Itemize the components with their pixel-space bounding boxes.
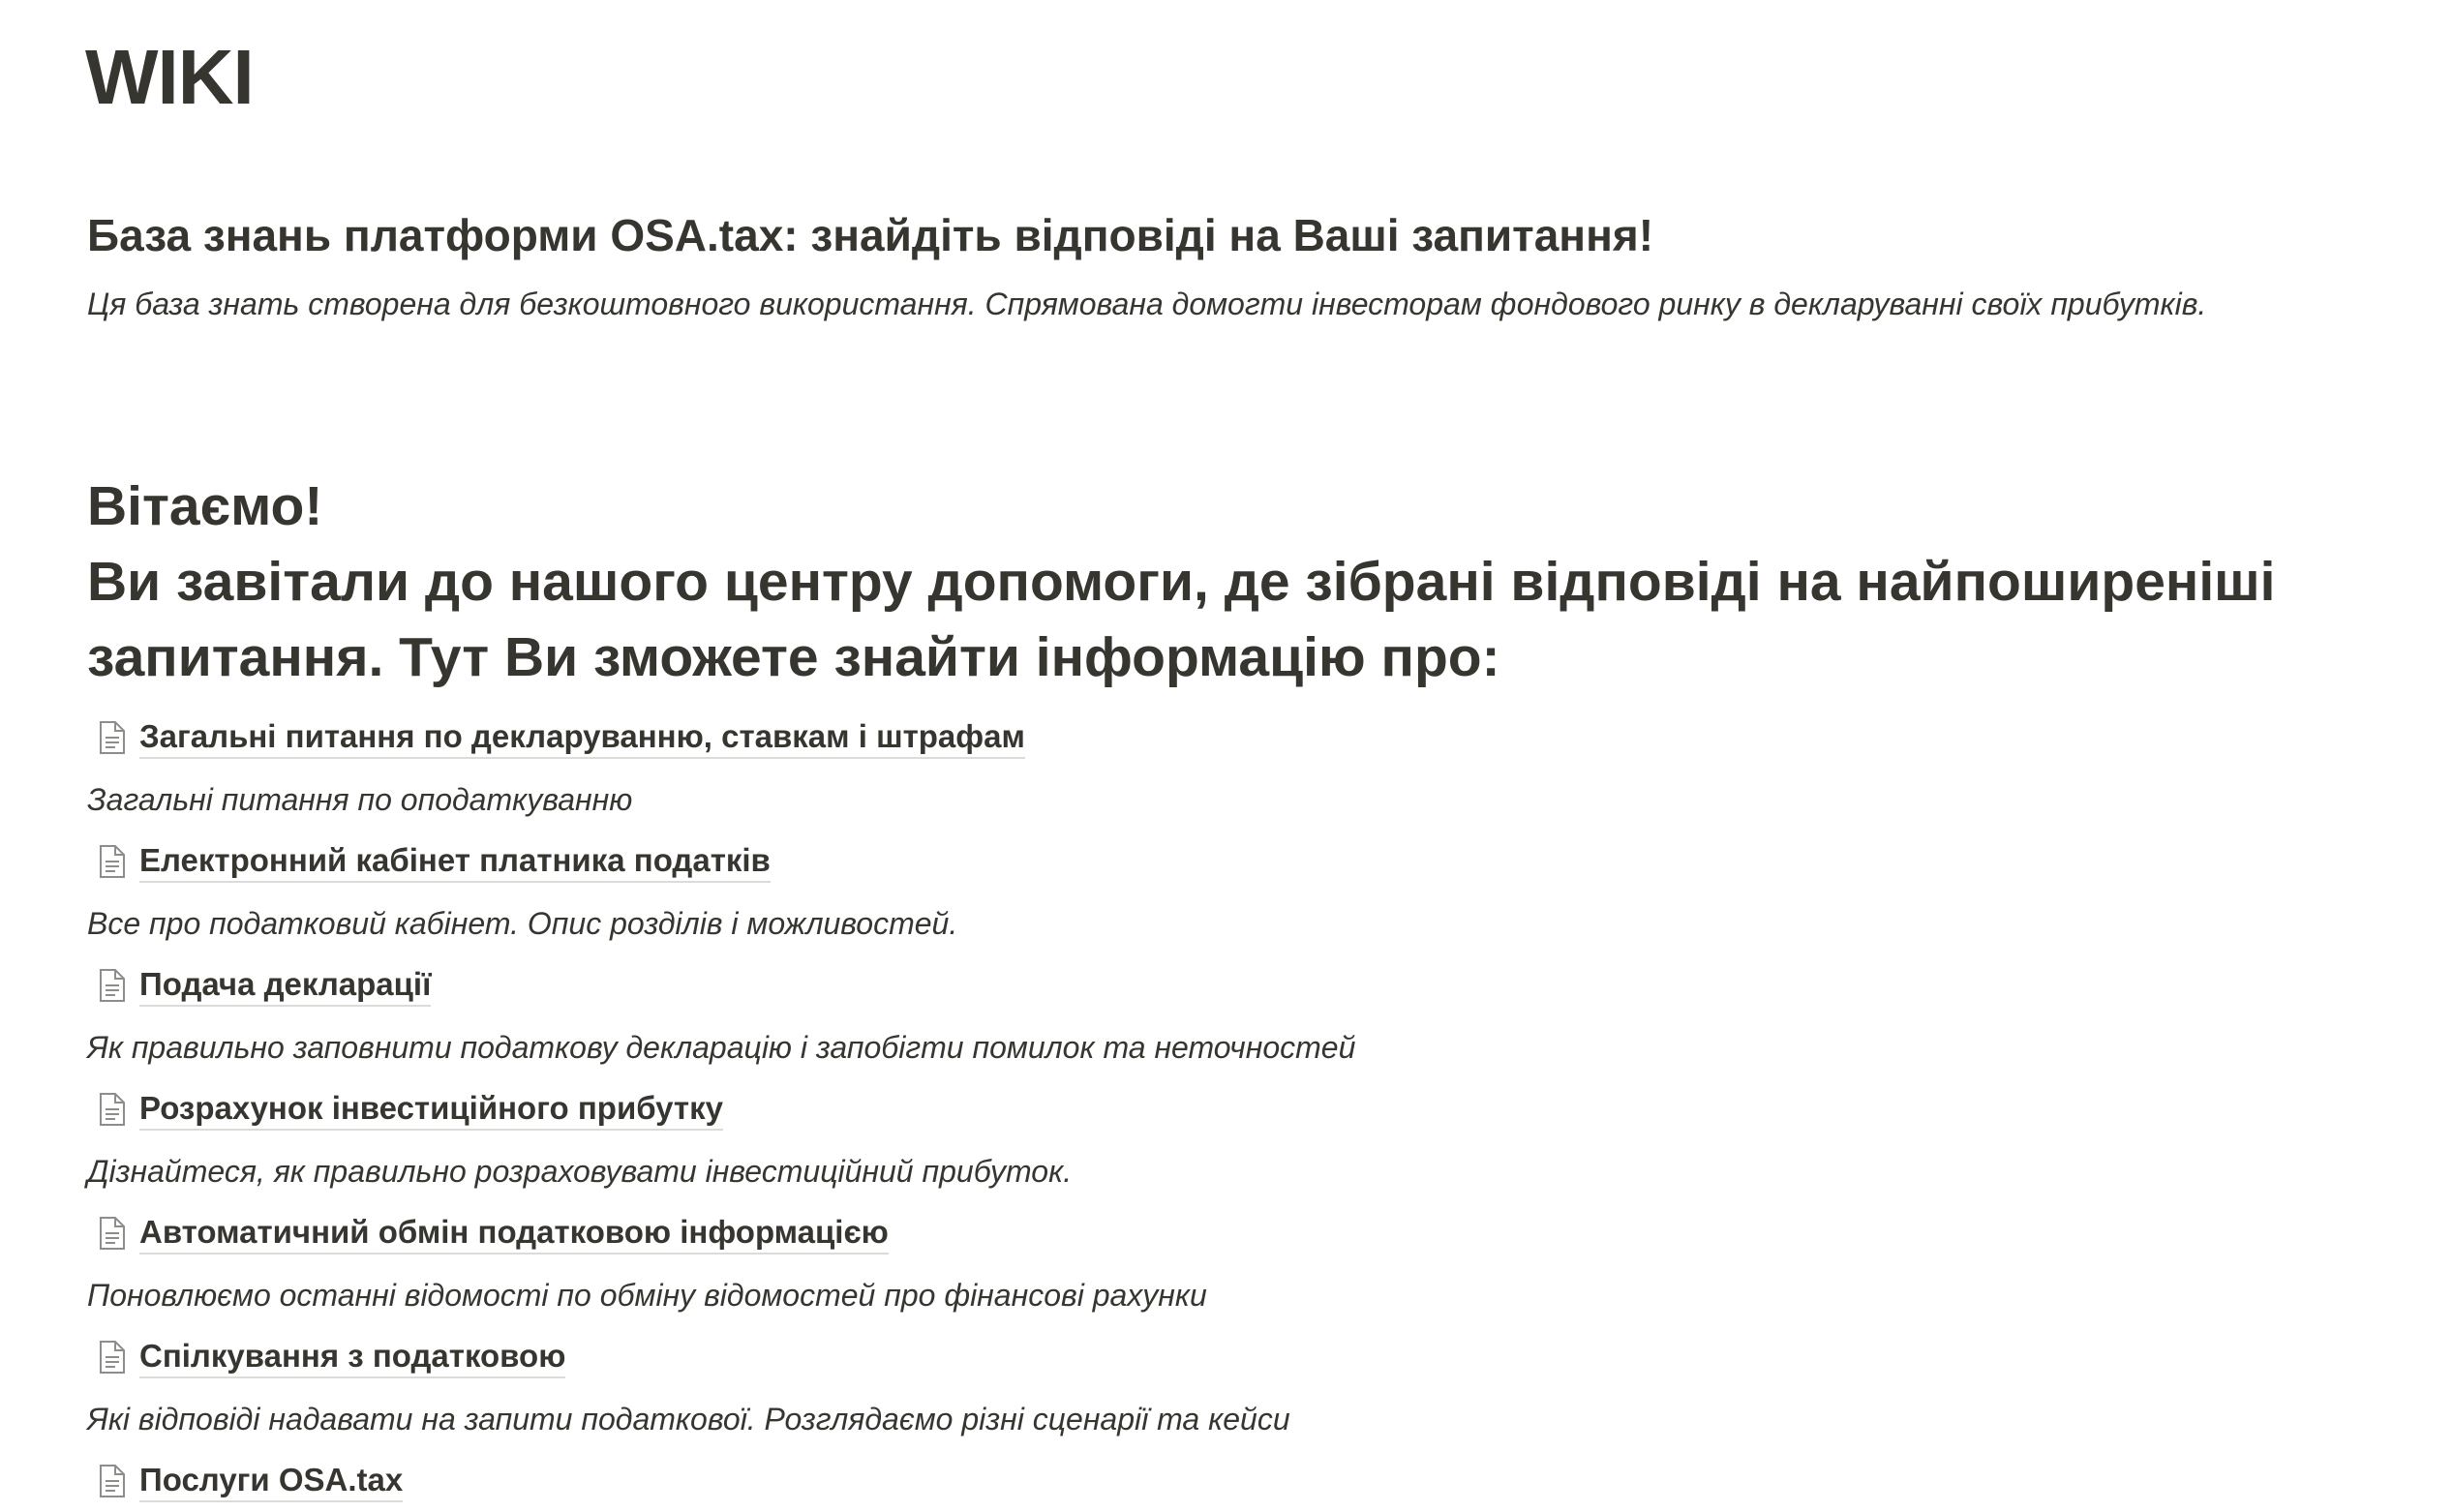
page-link-description: Як правильно заповнити податкову декларацію і запобігти помилок та неточностей (87, 1030, 1356, 1065)
page-document-icon (85, 831, 139, 892)
page-document-icon (85, 1326, 139, 1388)
list-item (85, 1450, 2370, 1512)
welcome-heading (87, 469, 2372, 695)
page-link-label: Спілкування з податковою (139, 1337, 565, 1378)
page-link-e-cabinet[interactable] (85, 831, 771, 892)
page-document-icon (85, 1450, 139, 1512)
welcome-line-2: Ви завітали до нашого центру допомоги, де зібрані відповіді на найпоширеніші (87, 551, 2276, 613)
page-link-declaration-submission[interactable] (85, 954, 431, 1016)
page-link-automatic-exchange[interactable] (85, 1202, 889, 1264)
page-link-investment-profit[interactable] (85, 1078, 723, 1140)
knowledge-base-heading: База знань платформи OSA.tax: знайдіть відповіді на Ваші запитання! (87, 210, 1654, 260)
page-document-icon (85, 1202, 139, 1264)
page-document-icon (85, 707, 139, 769)
list-item (85, 1078, 2370, 1202)
page-link-description: Загальні питання по оподаткуванню (87, 782, 633, 817)
page-link-label: Електронний кабінет платника податків (139, 841, 771, 883)
list-item (85, 1326, 2370, 1450)
page-link-description: Дізнайтеся, як правильно розраховувати інвестиційний прибуток. (87, 1154, 1073, 1189)
page-link-label: Розрахунок інвестиційного прибутку (139, 1089, 723, 1131)
list-item (85, 707, 2370, 831)
page-document-icon (85, 1078, 139, 1140)
page-link-description: Які відповіді надавати на запити податкової. Розглядаємо різні сценарії та кейси (87, 1402, 1290, 1436)
welcome-line-1: Вітаємо! (87, 475, 323, 537)
page-link-tax-communication[interactable] (85, 1326, 565, 1388)
page-link-description: Все про податковий кабінет. Опис розділів і можливостей. (87, 906, 958, 941)
list-item (85, 954, 2370, 1078)
page-link-label: Послуги OSA.tax (139, 1461, 403, 1502)
welcome-line-3: запитання. Тут Ви зможете знайти інформацію про: (87, 626, 1500, 688)
list-item (85, 1202, 2370, 1326)
page-link-declaration-general[interactable] (85, 707, 1025, 769)
page-link-osa-services[interactable] (85, 1450, 403, 1512)
page-link-label: Подача декларації (139, 965, 431, 1007)
page-title: WIKI (85, 34, 254, 120)
page-link-label: Загальні питання по декларуванню, ставкам і штрафам (139, 717, 1025, 759)
page-link-label: Автоматичний обмін податковою інформацією (139, 1213, 889, 1255)
list-item (85, 831, 2370, 954)
page-link-description: Поновлюємо останні відомості по обміну відомостей про фінансові рахунки (87, 1278, 1207, 1313)
knowledge-base-description: Ця база знать створена для безкоштовного використання. Спрямована домогти інвесторам фондового ринку в декларуванні своїх прибутків. (87, 287, 2207, 321)
page-links-list (85, 707, 2370, 1512)
page-document-icon (85, 954, 139, 1016)
